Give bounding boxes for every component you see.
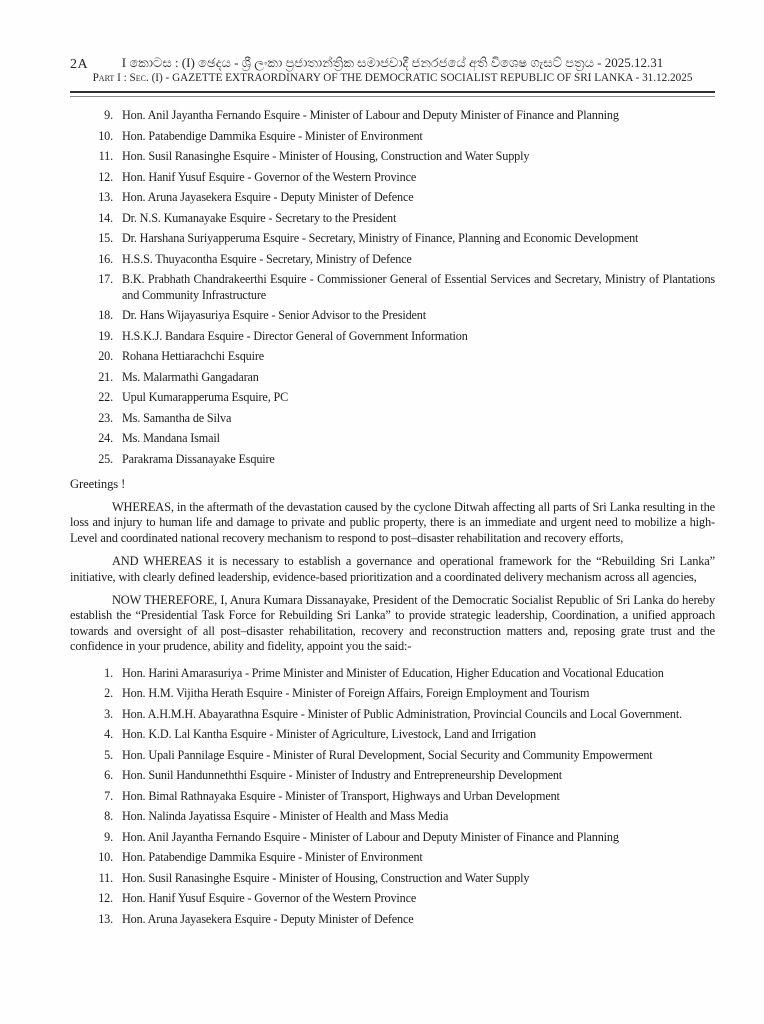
list-item — [70, 431, 715, 447]
list-item-text: Dr. N.S. Kumanayake Esquire - Secretary to the President — [122, 210, 397, 225]
list-item-text: Upul Kumarapperuma Esquire, PC — [122, 390, 289, 404]
list-item-number: 2. — [104, 686, 113, 701]
list-item-text: H.S.S. Thuyacontha Esquire - Secretary, Ministry of Defence — [122, 251, 412, 266]
body-paragraphs — [70, 500, 715, 655]
list-item — [70, 666, 715, 682]
list-item — [70, 272, 715, 303]
list-item-text: Hon. Aruna Jayasekera Esquire - Deputy Minister of Defence — [122, 911, 414, 926]
list-item — [70, 329, 715, 345]
list-item-text: Hon. Harini Amarasuriya - Prime Minister and Minister of Education, Higher Education and Vocational Education — [122, 665, 664, 680]
list-item-number: 5. — [104, 747, 113, 762]
page-header — [70, 54, 715, 97]
body-paragraph: WHEREAS, in the aftermath of the devastation caused by the cyclone Ditwah affecting all parts of Sri Lanka resulting in the loss and injury to human life and damage to private and public property, there is an immediate and urgent need to mobilize a high-Level and coordinated national recovery mechanism to respond to post–disaster rehabilitation and recovery efforts, — [70, 500, 715, 545]
list-item-number: 12. — [98, 169, 113, 184]
list-item-number: 11. — [98, 149, 113, 163]
list-item — [70, 850, 715, 866]
list-item-text: Hon. Hanif Yusuf Esquire - Governor of the Western Province — [122, 169, 417, 184]
gazette-title-english: Part I : Sec. (I) - GAZETTE EXTRAORDINARY OF THE DEMOCRATIC SOCIALIST REPUBLIC OF SRI LANKA - 31.12.2025 — [92, 72, 693, 84]
list-item-number: 10. — [98, 128, 113, 143]
appointees-section — [70, 666, 715, 928]
list-item-number: 9. — [104, 108, 113, 122]
list-item — [70, 170, 715, 186]
list-item-text: Hon. K.D. Lal Kantha Esquire - Minister of Agriculture, Livestock, Land and Irrigation — [122, 727, 536, 742]
list-item-text: Hon. Sunil Handunneththi Esquire - Minister of Industry and Entrepreneurship Development — [122, 768, 563, 783]
list-item-number: 15. — [98, 231, 113, 245]
list-item-text: Hon. Bimal Rathnayaka Esquire - Minister of Transport, Highways and Urban Development — [122, 788, 560, 803]
list-item — [70, 308, 715, 324]
body-paragraph: NOW THEREFORE, I, Anura Kumara Dissanayake, President of the Democratic Socialist Republic of Sri Lanka do hereby establish the “Presidential Task Force for Rebuilding Sri Lanka” to provide strategic leadership, Coordination, a unified approach towards and oversight of all post–disaster rehabilitation, recovery and reconstruction matters and, reposing grate trust and the confidence in your prudence, ability and fidelity, appoint you the said:- — [70, 593, 715, 654]
list-item-number: 13. — [98, 190, 113, 204]
list-item — [70, 231, 715, 247]
list-item-number: 25. — [98, 451, 113, 466]
list-item-text: Hon. Hanif Yusuf Esquire - Governor of the Western Province — [122, 891, 417, 906]
list-item-number: 21. — [98, 369, 113, 384]
officials-list-top — [70, 108, 715, 467]
list-item — [70, 748, 715, 764]
list-item-text: Dr. Harshana Suriyapperuma Esquire - Secretary, Ministry of Finance, Planning and Economic Development — [122, 231, 639, 245]
list-item — [70, 149, 715, 165]
body-paragraph: AND WHEREAS it is necessary to establish a governance and operational framework for the “Rebuilding Sri Lanka” initiative, with clearly defined leadership, evidence-based prioritization and a coordinated delivery mechanism across all agencies, — [70, 554, 715, 584]
greeting-line: Greetings ! — [70, 477, 126, 491]
gazette-title-sinhala: I කොටස : (I) ඡෙදය - ශ්‍රී ලංකා ප්‍රජාතාන්ත්‍රික සමාජවාදී ජනරජයේ අති විශෙෂ ගැසට් පත්‍රය - 2025.12.31 — [121, 55, 664, 70]
list-item-text: Hon. Patabendige Dammika Esquire - Minister of Environment — [122, 128, 423, 143]
list-item — [70, 411, 715, 427]
list-item-number: 10. — [98, 850, 113, 865]
list-item-text: H.S.K.J. Bandara Esquire - Director General of Government Information — [122, 328, 468, 343]
list-item — [70, 349, 715, 365]
list-item-number: 9. — [104, 829, 113, 844]
list-item-number: 24. — [98, 431, 113, 445]
list-item — [70, 252, 715, 268]
list-item — [70, 211, 715, 227]
list-item-number: 13. — [98, 911, 113, 926]
list-item-text: Ms. Malarmathi Gangadaran — [122, 369, 259, 384]
list-item-text: Ms. Samantha de Silva — [122, 410, 232, 425]
list-item-number: 19. — [98, 328, 113, 343]
list-item-number: 12. — [98, 891, 113, 906]
list-item — [70, 370, 715, 386]
list-item — [70, 727, 715, 743]
list-item-number: 3. — [104, 706, 113, 721]
list-item-number: 22. — [98, 390, 113, 404]
list-item-number: 14. — [98, 210, 113, 225]
list-item — [70, 871, 715, 887]
list-item-text: Hon. Anil Jayantha Fernando Esquire - Minister of Labour and Deputy Minister of Finance and Planning — [122, 829, 619, 844]
list-item-number: 23. — [98, 410, 113, 425]
list-item-number: 7. — [104, 788, 113, 803]
list-item-text: Rohana Hettiarachchi Esquire — [122, 349, 264, 363]
header-divider-rule — [70, 91, 715, 97]
list-item-text: Hon. H.M. Vijitha Herath Esquire - Minister of Foreign Affairs, Foreign Employment and Tourism — [122, 686, 590, 701]
appointees-list-bottom — [70, 666, 715, 928]
list-item-text: Hon. Nalinda Jayatissa Esquire - Minister of Health and Mass Media — [122, 809, 449, 824]
page-number: 2A — [70, 57, 89, 72]
list-item-text: Parakrama Dissanayake Esquire — [122, 451, 275, 466]
list-item — [70, 390, 715, 406]
list-item-number: 11. — [98, 870, 113, 885]
list-item — [70, 789, 715, 805]
list-item — [70, 452, 715, 468]
list-item-number: 18. — [98, 308, 113, 322]
list-item-number: 4. — [104, 727, 113, 742]
list-item — [70, 108, 715, 124]
list-item-text: Dr. Hans Wijayasuriya Esquire - Senior Advisor to the President — [122, 308, 426, 322]
list-item-text: Hon. Upali Pannilage Esquire - Minister of Rural Development, Social Security and Community Empowerment — [122, 747, 653, 762]
list-item-number: 1. — [104, 665, 113, 680]
list-item — [70, 707, 715, 723]
list-item-text: Hon. Susil Ranasinghe Esquire - Minister of Housing, Construction and Water Supply — [122, 149, 530, 163]
list-item-text: Hon. A.H.M.H. Abayarathna Esquire - Minister of Public Administration, Provincial Councils and Local Government. — [122, 706, 682, 721]
list-item-number: 17. — [98, 272, 113, 286]
list-item-text: Hon. Patabendige Dammika Esquire - Minister of Environment — [122, 850, 423, 865]
list-item — [70, 129, 715, 145]
list-item-text: Hon. Aruna Jayasekera Esquire - Deputy Minister of Defence — [122, 190, 414, 204]
list-item-text: Hon. Anil Jayantha Fernando Esquire - Minister of Labour and Deputy Minister of Finance and Planning — [122, 108, 619, 122]
list-item — [70, 809, 715, 825]
list-item-text: Hon. Susil Ranasinghe Esquire - Minister of Housing, Construction and Water Supply — [122, 870, 530, 885]
list-item-text: Ms. Mandana Ismail — [122, 431, 220, 445]
list-item — [70, 891, 715, 907]
list-item-number: 16. — [98, 251, 113, 266]
list-item-text: B.K. Prabhath Chandrakeerthi Esquire - Commissioner General of Essential Services and Secretary, Ministry of Plantations and Community Infrastructure — [122, 272, 715, 302]
list-item — [70, 830, 715, 846]
list-item — [70, 768, 715, 784]
list-item — [70, 190, 715, 206]
list-item-number: 20. — [98, 349, 113, 363]
list-item-number: 8. — [104, 809, 113, 824]
list-item — [70, 686, 715, 702]
list-item-number: 6. — [104, 768, 113, 783]
list-item — [70, 912, 715, 928]
